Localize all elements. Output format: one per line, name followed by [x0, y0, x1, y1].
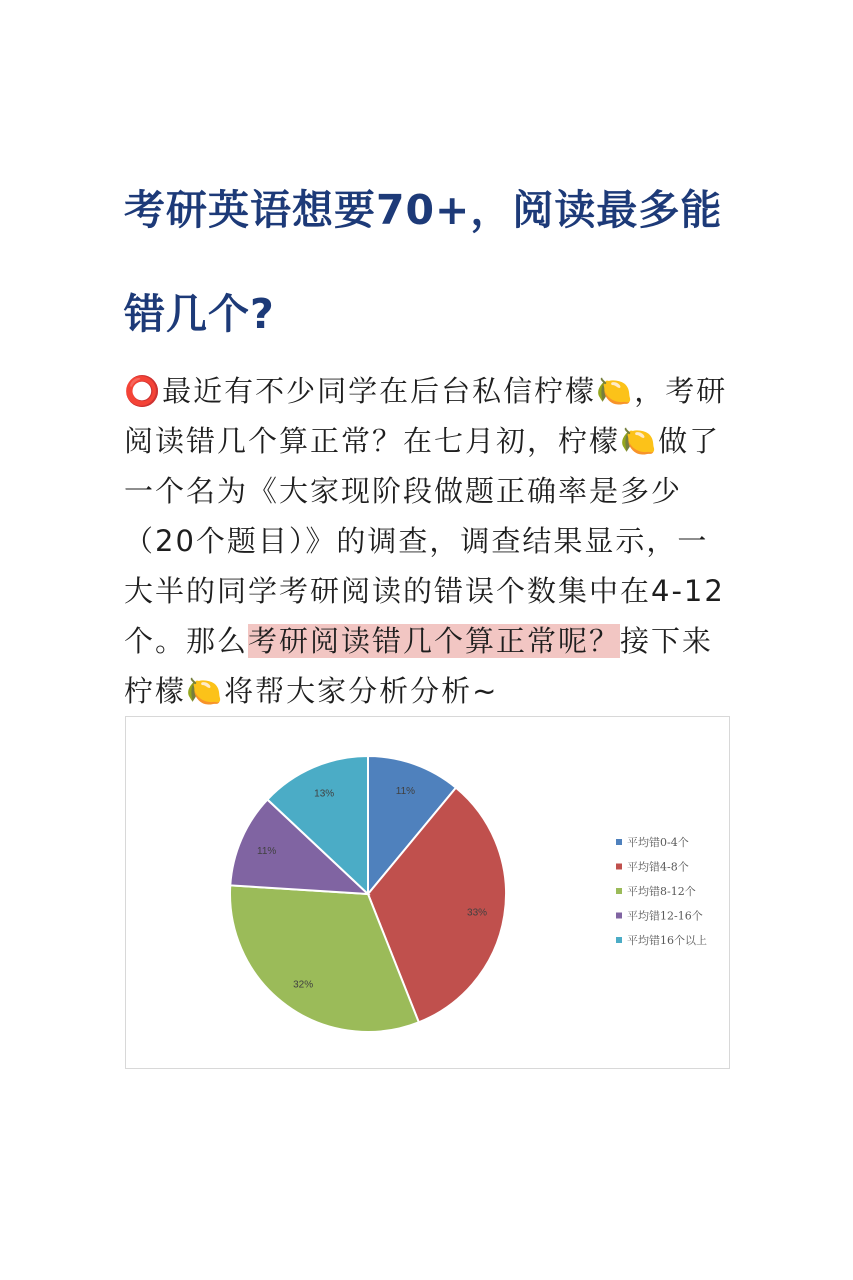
legend-swatch-1: [616, 839, 622, 845]
paragraph-text: ⭕最近有不少同学在后台私信柠檬🍋，考研阅读错几个算正常？在七月初，柠檬🍋做了一个名为《大家现阶段做题正确率是多少（20个题目）》的调查，调查结果显示，一大半的同学考研阅读的错误个数集中在4-12个。那么: [124, 374, 728, 658]
pie-chart: [126, 717, 731, 1070]
legend-swatch-3: [616, 888, 622, 894]
article-title: 考研英语想要70+，阅读最多能错几个?: [124, 186, 723, 338]
legend-label-3: 平均错8-12个: [627, 885, 696, 898]
pie-data-label-4: 11%: [257, 846, 277, 858]
legend-swatch-5: [616, 937, 622, 943]
pie-data-label-1: 11%: [395, 786, 416, 798]
legend-swatch-2: [616, 864, 622, 870]
article-paragraph: [124, 366, 736, 716]
legend-label-2: 平均错4-8个: [627, 860, 689, 874]
pie-slices: [230, 756, 506, 1032]
legend-label-1: 平均错0-4个: [627, 836, 689, 849]
legend-swatch-4: [616, 913, 622, 919]
pie-chart-card: [125, 716, 730, 1069]
highlighted-question: 考研阅读错几个算正常呢？: [248, 624, 621, 658]
legend-label-4: 平均错12-16个: [627, 909, 703, 923]
chart-legend: [616, 835, 707, 947]
pie-data-label-3: 32%: [293, 979, 314, 991]
legend-label-5: 平均错16个以上: [627, 934, 707, 947]
pie-data-label-2: 33%: [467, 907, 488, 919]
paragraph-text-end: 接下来柠檬🍋将帮大家分析分析~: [124, 624, 714, 708]
pie-data-label-5: 13%: [314, 788, 335, 800]
